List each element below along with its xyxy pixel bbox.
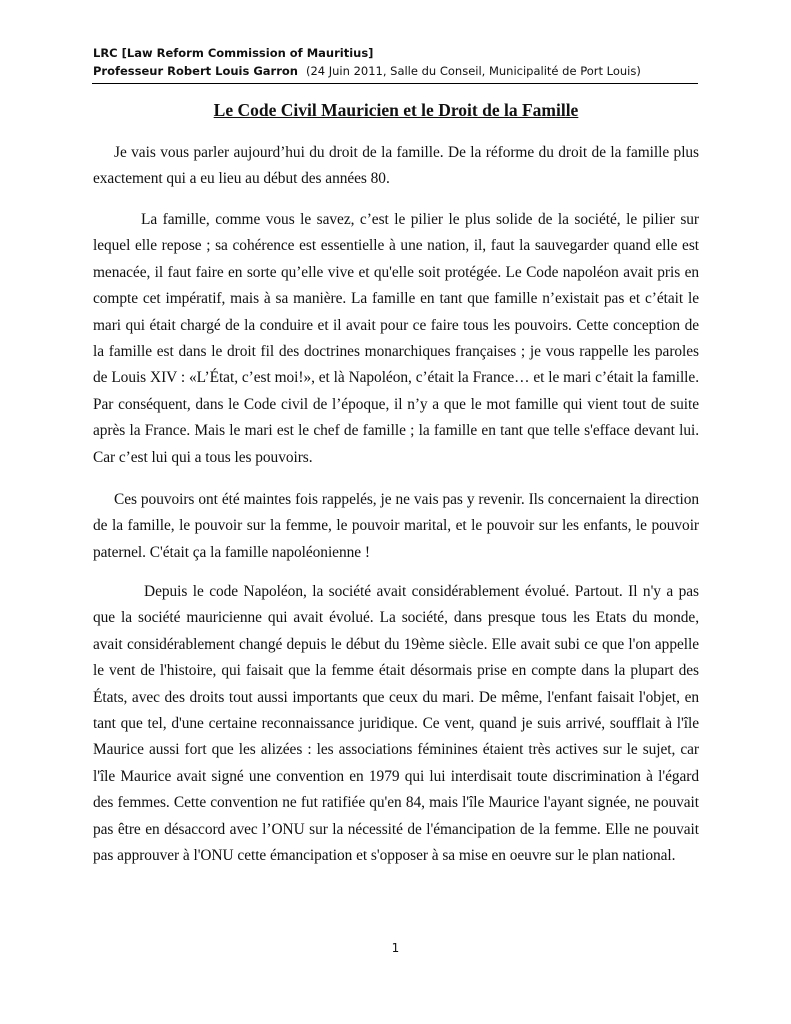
paragraph-2: La famille, comme vous le savez, c’est le pilier le plus solide de la société, le pilier sur lequel elle repose ; sa cohérence est essentielle à une nation, il, faut la sauvegarder quand elle est menacée, il faut faire en sorte qu’elle vive et qu'elle soit protégée. Le Code napoléon avait pris en compte cet impératif, mais à sa manière. La famille en tant que famille n’existait pas et c’était le mari qui était chargé de la conduire et il avait pour ce faire tous les pouvoirs. Cette conception de la famille est dans le droit fil des doctrines monarchiques françaises ; je vous rappelle les paroles de Louis XIV : «L’État, c’est moi!», et là Napoléon, c’était la France… et le mari c’était la famille. Par conséquent, dans le Code civil de l’époque, il n’y a que le mot famille qui vient tout de suite après la France. Mais le mari est le chef de famille ; la famille en tant que telle s'efface devant lui. Car c’est lui qui a tous les pouvoirs. bbox=[93, 211, 699, 466]
paragraph-1: Je vais vous parler aujourd’hui du droit de la famille. De la réforme du droit de la famille plus exactement qui a eu lieu au début des années 80. bbox=[93, 144, 699, 188]
page-number: 1 bbox=[391, 941, 400, 955]
page-header bbox=[93, 44, 697, 80]
header-divider bbox=[92, 83, 698, 84]
paragraph-4: Depuis le code Napoléon, la société avait considérablement évolué. Partout. Il n'y a pas que la société mauricienne qui avait évolué. La société, dans presque tous les Etats du monde, avait considérablement changé depuis le début du 19ème siècle. Elle avait subi ce que l'on appelle le vent de l'histoire, qui faisait que la femme était désormais prise en compte dans la plupart des États, avec des droits tout aussi importants que ceux du mari. De même, l'enfant faisait l'objet, en tant que tel, d'une certaine reconnaissance juridique. Ce vent, quand je suis arrivé, soufflait à l'île Maurice aussi fort que les alizées : les associations féminines étaient très actives sur le sujet, car l'île Maurice avait signé une convention en 1979 qui lui interdisait toute discrimination à l'égard des femmes. Cette convention ne fut ratifiée qu'en 84, mais l'île Maurice l'ayant signée, ne pouvait pas être en désaccord avec l’ONU sur la nécessité de l'émancipation de la femme. Elle ne pouvait pas approuver à l'ONU cette émancipation et s'opposer à sa mise en oeuvre sur le plan national. bbox=[93, 583, 699, 865]
document-title: Le Code Civil Mauricien et le Droit de la Famille bbox=[213, 100, 579, 120]
paragraph-3: Ces pouvoirs ont été maintes fois rappelés, je ne vais pas y revenir. Ils concernaient la direction de la famille, le pouvoir sur la femme, le pouvoir marital, et le pouvoir sur les enfants, le pouvoir paternel. C'était ça la famille napoléonienne ! bbox=[93, 491, 699, 561]
header-event-details: (24 Juin 2011, Salle du Conseil, Municipalité de Port Louis) bbox=[305, 64, 641, 78]
header-author: Professeur Robert Louis Garron bbox=[93, 64, 298, 78]
header-author-line bbox=[93, 62, 697, 80]
header-organization: LRC [Law Reform Commission of Mauritius] bbox=[93, 46, 374, 60]
